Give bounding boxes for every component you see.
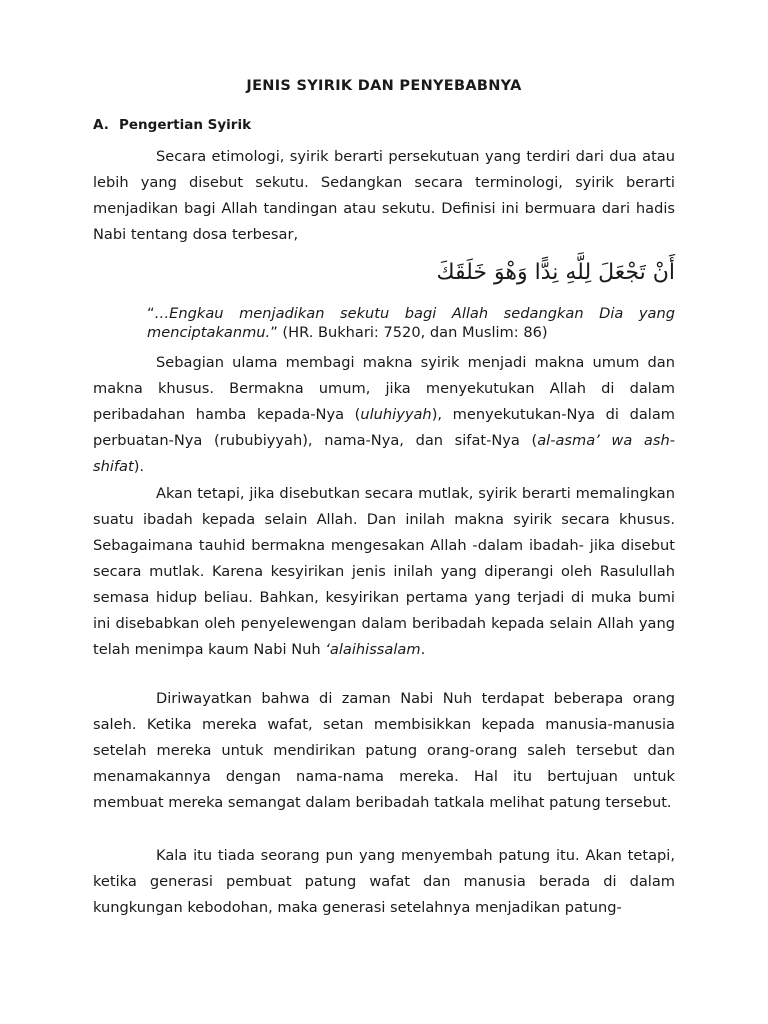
document-title: JENIS SYIRIK DAN PENYEBABNYA [246,78,522,94]
hadith-reference: (HR. Bukhari: 7520, dan Muslim: 86) [277,324,548,341]
paragraph-nabi-nuh: Diriwayatkan bahwa di zaman Nabi Nuh terdapat beberapa orang saleh. Ketika mereka wafat, setan membisikkan kepada manusia-manusia setelah mereka untuk mendirikan patung orang-orang saleh tersebut dan menamakannya dengan nama-nama mereka. Hal itu bertujuan untuk membuat mereka semangat dalam beribadah tatkala melihat patung tersebut. [93,690,675,811]
quote-italic-text: …Engkau menjadikan sekutu bagi Allah sedangkan Dia yang menciptakanmu. [147,305,675,341]
section-number: A. [93,117,109,133]
paragraph-makna-khusus: Akan tetapi, jika disebutkan secara mutlak, syirik berarti memalingkan suatu ibadah kepada selain Allah. Dan inilah makna syirik secara khusus. Sebagaimana tauhid bermakna mengesakan Allah -dalam ibadah- jika disebut secara mutlak. Karena kesyirikan jenis inilah yang diperangi oleh Rasulullah semasa hidup beliau. Bahkan, kesyirikan pertama yang terjadi di muka bumi ini disebabkan oleh penyelewengan dalam beribadah kepada selain Allah yang telah menimpa kaum Nabi Nuh ‘alaihissalam. [93,485,675,658]
hadith-translation-quote: “…Engkau menjadikan sekutu bagi Allah sedangkan Dia yang menciptakanmu.” (HR. Bukhari: 7520, dan Muslim: 86) [147,305,675,341]
paragraph-patung: Kala itu tiada seorang pun yang menyembah patung itu. Akan tetapi, ketika generasi pembuat patung wafat dan manusia berada di dalam kungkungan kebodohan, maka generasi setelahnya menjadikan patung- [93,847,675,916]
section-label: Pengertian Syirik [119,117,252,133]
section-heading [93,117,251,133]
paragraph-makna-umum: Sebagian ulama membagi makna syirik menjadi makna umum dan makna khusus. Bermakna umum, jika menyekutukan Allah di dalam peribadahan hamba kepada-Nya (uluhiyyah), menyekutukan-Nya di dalam perbuatan-Nya (rububiyyah), nama-Nya, dan sifat-Nya (al-asma’ wa ash-shifat). [93,354,675,475]
arabic-hadith-text: أَنْ تَجْعَلَ لِلَّهِ نِدًّا وَهْوَ خَلَقَكَ [436,260,675,285]
paragraph-etimologi: Secara etimologi, syirik berarti persekutuan yang terdiri dari dua atau lebih yang disebut sekutu. Sedangkan secara terminologi, syirik berarti menjadikan bagi Allah tandingan atau sekutu. Definisi ini bermuara dari hadis Nabi tentang dosa terbesar, [93,148,675,243]
